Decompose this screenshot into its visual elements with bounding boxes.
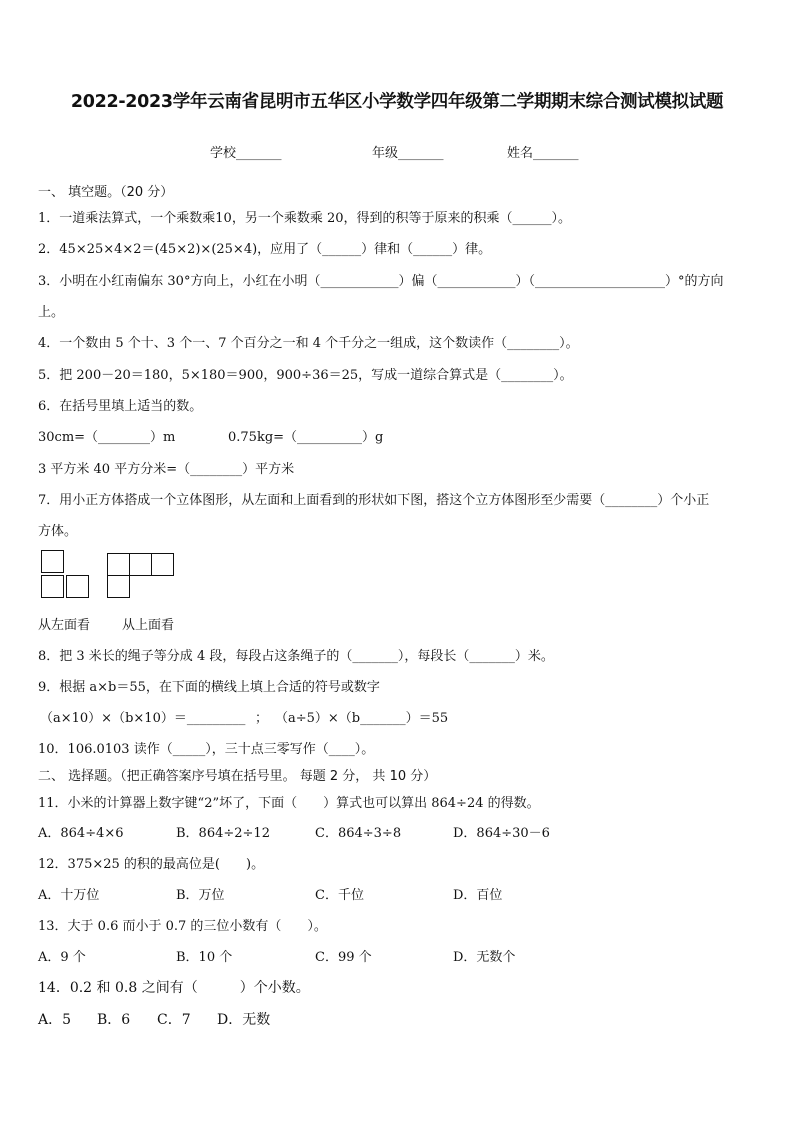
left-view-cell [66, 575, 89, 598]
question-9b: （a÷5）×（b_______）＝55 [275, 711, 449, 726]
left-view-label: 从左面看 [38, 618, 91, 633]
top-view-cell [129, 553, 152, 576]
question-12: 12．375×25 的积的最高位是( )。 [38, 857, 265, 872]
q11-option-a: A．864÷4×6 [38, 826, 124, 841]
question-8: 8．把 3 米长的绳子等分成 4 段，每段占这条绳子的（_______），每段长（_______）米。 [38, 649, 554, 664]
section2-heading: 二、 选择题。（把正确答案序号填在括号里。 每题 2 分， 共 10 分） [38, 769, 437, 784]
grade-field: 年级_______ [372, 146, 444, 161]
question-11: 11．小米的计算器上数字键“2”坏了，下面（ ）算式也可以算出 864÷24 的得数。 [38, 796, 540, 811]
question-9: 9．根据 a×b＝55，在下面的横线上填上合适的符号或数字 [38, 680, 380, 695]
top-view-cell [107, 575, 130, 598]
question-1: 1．一道乘法算式，一个乘数乘10，另一个乘数乘 20，得到的积等于原来的积乘（______）。 [38, 211, 571, 226]
question-7-line2: 方体。 [38, 524, 78, 539]
q13-option-c: C．99 个 [315, 950, 372, 965]
question-6: 6．在括号里填上适当的数。 [38, 399, 203, 414]
q12-option-a: A．十万位 [38, 888, 100, 903]
question-14: 14．0.2 和 0.8 之间有（ ）个小数。 [38, 980, 310, 996]
question-4: 4．一个数由 5 个十、3 个一、7 个百分之一和 4 个千分之一组成，这个数读作（________）。 [38, 336, 579, 351]
question-3-line2: 上。 [38, 305, 65, 320]
question-10: 10．106.0103 读作（_____），三十点三零写作（____）。 [38, 742, 375, 757]
q13-option-a: A．9 个 [38, 950, 86, 965]
question-9-separator: ； [255, 711, 269, 726]
q12-option-d: D．百位 [453, 888, 503, 903]
question-6c: 3 平方米 40 平方分米=（________）平方米 [38, 462, 295, 477]
exam-title: 2022-2023学年云南省昆明市五华区小学数学四年级第二学期期末综合测试模拟试题 [70, 92, 724, 112]
question-6b: 0.75kg=（__________）g [228, 430, 384, 445]
question-3-line1: 3．小明在小红南偏东 30°方向上，小红在小明（____________）偏（____________）（____________________）°的方向 [38, 274, 724, 289]
left-view-cell [41, 550, 64, 573]
question-13: 13．大于 0.6 而小于 0.7 的三位小数有（ ）。 [38, 919, 327, 934]
q14-option-a: A．5 [38, 1012, 72, 1028]
q14-option-c: C．7 [157, 1012, 191, 1028]
question-5: 5．把 200－20＝180，5×180＝900，900÷36＝25，写成一道综合算式是（________）。 [38, 368, 573, 383]
question-9a: （a×10）×（b×10）＝_________ [40, 711, 246, 726]
q11-option-b: B．864÷2÷12 [176, 826, 270, 841]
q11-option-c: C．864÷3÷8 [315, 826, 402, 841]
q14-option-b: B．6 [97, 1012, 131, 1028]
q13-option-d: D．无数个 [453, 950, 516, 965]
left-view-figure [41, 550, 91, 600]
q12-option-b: B．万位 [176, 888, 225, 903]
section1-heading: 一、 填空题。（20 分） [38, 185, 174, 200]
q12-option-c: C．千位 [315, 888, 364, 903]
question-2: 2．45×25×4×2＝(45×2)×(25×4)，应用了（______）律和（______）律。 [38, 242, 492, 257]
q11-option-d: D．864÷30－6 [453, 826, 550, 841]
question-6a: 30cm=（________）m [38, 430, 176, 445]
top-view-cell [151, 553, 174, 576]
q13-option-b: B．10 个 [176, 950, 233, 965]
name-field: 姓名_______ [507, 146, 579, 161]
top-view-figure [107, 553, 177, 601]
q14-option-d: D．无数 [217, 1012, 271, 1028]
question-7-line1: 7．用小正方体搭成一个立体图形，从左面和上面看到的形状如下图，搭这个立方体图形至少需要（________）个小正 [38, 493, 710, 508]
top-view-label: 从上面看 [122, 618, 175, 633]
left-view-cell [41, 575, 64, 598]
top-view-cell [107, 553, 130, 576]
school-field: 学校_______ [210, 146, 282, 161]
